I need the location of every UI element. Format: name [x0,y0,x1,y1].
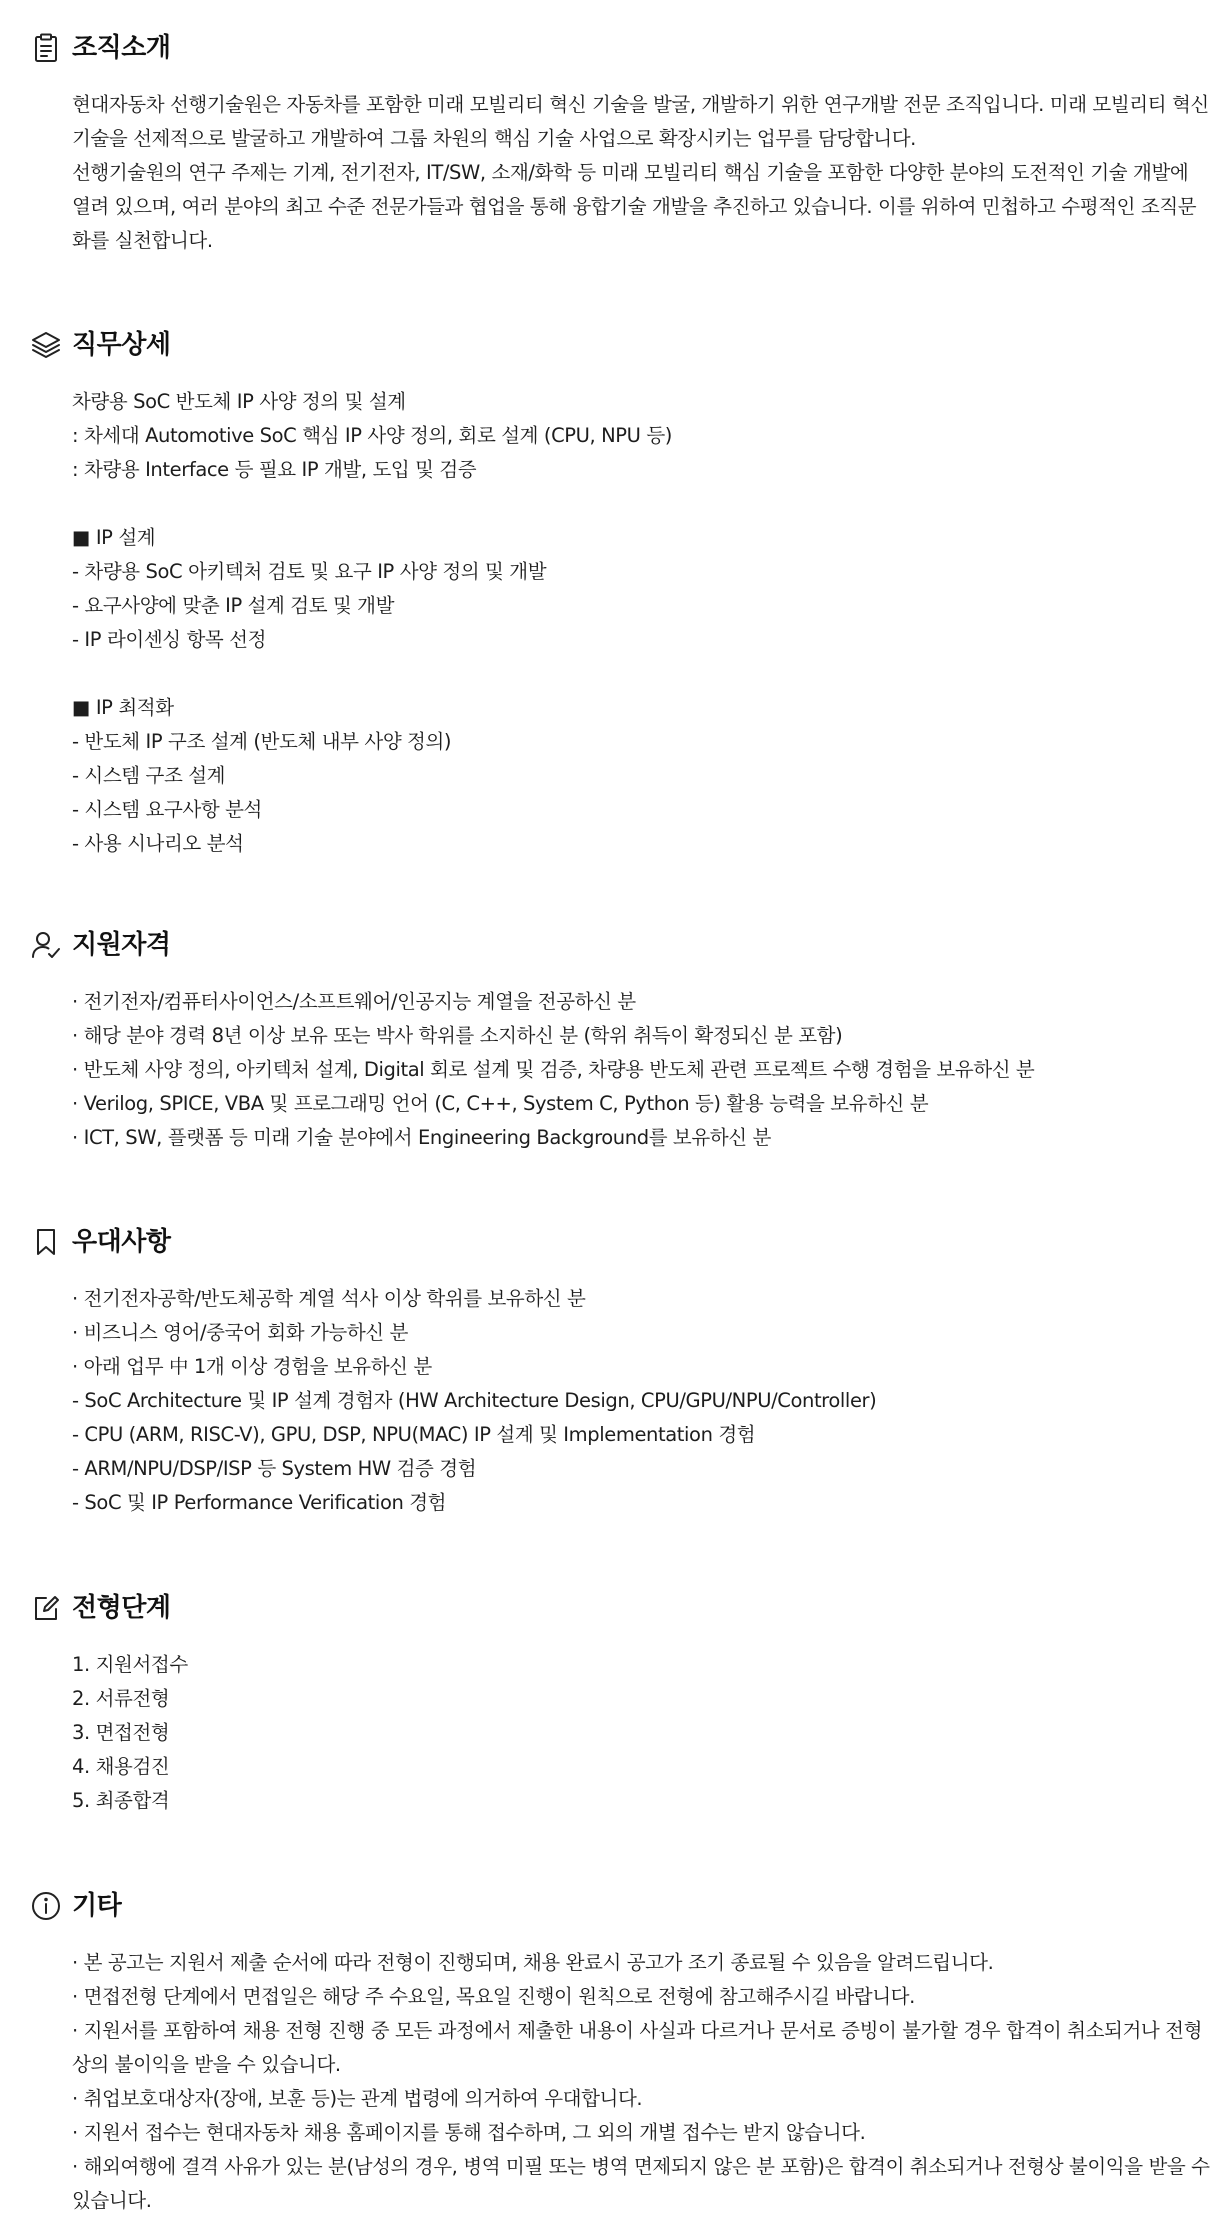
edit-icon [30,1592,62,1624]
section-etc-body [72,1946,1212,2218]
section-process-header [0,1588,1232,1628]
qualification-item: · 해당 분야 경력 8년 이상 보유 또는 박사 학위를 소지하신 분 (학위 취득이 확정되신 분 포함) [72,1024,843,1047]
duty-line: - 차량용 SoC 아키텍처 검토 및 요구 IP 사양 정의 및 개발 [72,560,547,583]
duty-line: 차량용 SoC 반도체 IP 사양 정의 및 설계 [72,390,406,413]
section-preferred-body [72,1282,1212,1520]
etc-item: · 면접전형 단계에서 면접일은 해당 주 수요일, 목요일 진행이 원칙으로 전형에 참고해주시길 바랍니다. [72,1985,915,2008]
duty-subheading: ■ IP 최적화 [72,696,174,719]
section-process [0,1588,1232,1812]
etc-item: · 본 공고는 지원서 제출 순서에 따라 전형이 진행되며, 채용 완료시 공고가 조기 종료될 수 있음을 알려드립니다. [72,1951,994,1974]
section-duties-header [0,325,1232,365]
duty-line: - 시스템 요구사항 분석 [72,798,262,821]
duty-line: : 차량용 Interface 등 필요 IP 개발, 도입 및 검증 [72,458,477,481]
preferred-item: - ARM/NPU/DSP/ISP 등 System HW 검증 경험 [72,1457,477,1480]
preferred-item: · 아래 업무 中 1개 이상 경험을 보유하신 분 [72,1355,432,1378]
preferred-item: - SoC Architecture 및 IP 설계 경험자 (HW Architecture Design, CPU/GPU/NPU/Controller) [72,1389,877,1412]
duty-line: : 차세대 Automotive SoC 핵심 IP 사양 정의, 회로 설계 (CPU, NPU 등) [72,424,672,447]
duty-line: - 사용 시나리오 분석 [72,832,244,855]
etc-item: · 지원서 접수는 현대자동차 채용 홈페이지를 통해 접수하며, 그 외의 개별 접수는 받지 않습니다. [72,2121,866,2144]
layers-icon [30,329,62,361]
process-step: 4. 채용검진 [72,1755,170,1778]
preferred-item: · 전기전자공학/반도체공학 계열 석사 이상 학위를 보유하신 분 [72,1287,586,1310]
section-preferred [0,1222,1232,1514]
duty-subheading: ■ IP 설계 [72,526,156,549]
etc-item: · 해외여행에 결격 사유가 있는 분(남성의 경우, 병역 미필 또는 병역 면제되지 않은 분 포함)은 합격이 취소되거나 전형상 불이익을 받을 수 있습니다. [72,2155,1210,2212]
section-qualifications-body [72,985,1212,1155]
process-step: 1. 지원서접수 [72,1653,188,1676]
process-step: 5. 최종합격 [72,1789,170,1812]
section-intro [0,28,1232,252]
intro-paragraph: 현대자동차 선행기술원은 자동차를 포함한 미래 모빌리티 혁신 기술을 발굴, 개발하기 위한 연구개발 전문 조직입니다. 미래 모빌리티 혁신 기술을 선제적으로 발굴하고 개발하여 그룹 차원의 핵심 기술 사업으로 확장시키는 업무를 담당합니다. [72,93,1209,150]
section-title-intro: 조직소개 [72,33,171,63]
section-title-qualifications: 지원자격 [72,930,171,960]
section-title-etc: 기타 [72,1891,122,1921]
preferred-item: · 비즈니스 영어/중국어 회화 가능하신 분 [72,1321,408,1344]
section-intro-body [72,88,1212,258]
section-process-body [72,1648,1212,1818]
info-icon [30,1890,62,1922]
section-title-process: 전형단계 [72,1593,171,1623]
duty-line: - 시스템 구조 설계 [72,764,226,787]
section-title-preferred: 우대사항 [72,1227,171,1257]
etc-item: · 지원서를 포함하여 채용 전형 진행 중 모든 과정에서 제출한 내용이 사실과 다르거나 문서로 증빙이 불가할 경우 합격이 취소되거나 전형상의 불이익을 받을 수 있습니다. [72,2019,1203,2076]
section-duties-body [72,385,1212,861]
duty-line: - 요구사양에 맞춘 IP 설계 검토 및 개발 [72,594,395,617]
clipboard-icon [30,32,62,64]
section-qualifications [0,925,1232,1149]
section-etc [0,1886,1232,2212]
process-step: 3. 면접전형 [72,1721,170,1744]
user-check-icon [30,929,62,961]
preferred-item: - SoC 및 IP Performance Verification 경험 [72,1491,447,1514]
qualification-item: · ICT, SW, 플랫폼 등 미래 기술 분야에서 Engineering Background를 보유하신 분 [72,1126,771,1149]
intro-paragraph: 선행기술원의 연구 주제는 기계, 전기전자, IT/SW, 소재/화학 등 미래 모빌리티 핵심 기술을 포함한 다양한 분야의 도전적인 기술 개발에 열려 있으며, 여러 분야의 최고 수준 전문가들과 협업을 통해 융합기술 개발을 추진하고 있습니다. 이를 위하여 민첩하고 수평적인 조직문화를 실천합니다. [72,161,1197,252]
qualification-item: · Verilog, SPICE, VBA 및 프로그래밍 언어 (C, C++, System C, Python 등) 활용 능력을 보유하신 분 [72,1092,929,1115]
blank-line [72,487,1212,521]
section-title-duties: 직무상세 [72,330,171,360]
process-step: 2. 서류전형 [72,1687,170,1710]
etc-item: · 취업보호대상자(장애, 보훈 등)는 관계 법령에 의거하여 우대합니다. [72,2087,643,2110]
section-preferred-header [0,1222,1232,1262]
qualification-item: · 반도체 사양 정의, 아키텍처 설계, Digital 회로 설계 및 검증, 차량용 반도체 관련 프로젝트 수행 경험을 보유하신 분 [72,1058,1035,1081]
section-qualifications-header [0,925,1232,965]
duty-line: - IP 라이센싱 항목 선정 [72,628,267,651]
qualification-item: · 전기전자/컴퓨터사이언스/소프트웨어/인공지능 계열을 전공하신 분 [72,990,636,1013]
preferred-item: - CPU (ARM, RISC-V), GPU, DSP, NPU(MAC) IP 설계 및 Implementation 경험 [72,1423,756,1446]
section-etc-header [0,1886,1232,1926]
section-duties [0,325,1232,855]
duty-line: - 반도체 IP 구조 설계 (반도체 내부 사양 정의) [72,730,452,753]
section-intro-header [0,28,1232,68]
bookmark-icon [30,1226,62,1258]
blank-line [72,657,1212,691]
